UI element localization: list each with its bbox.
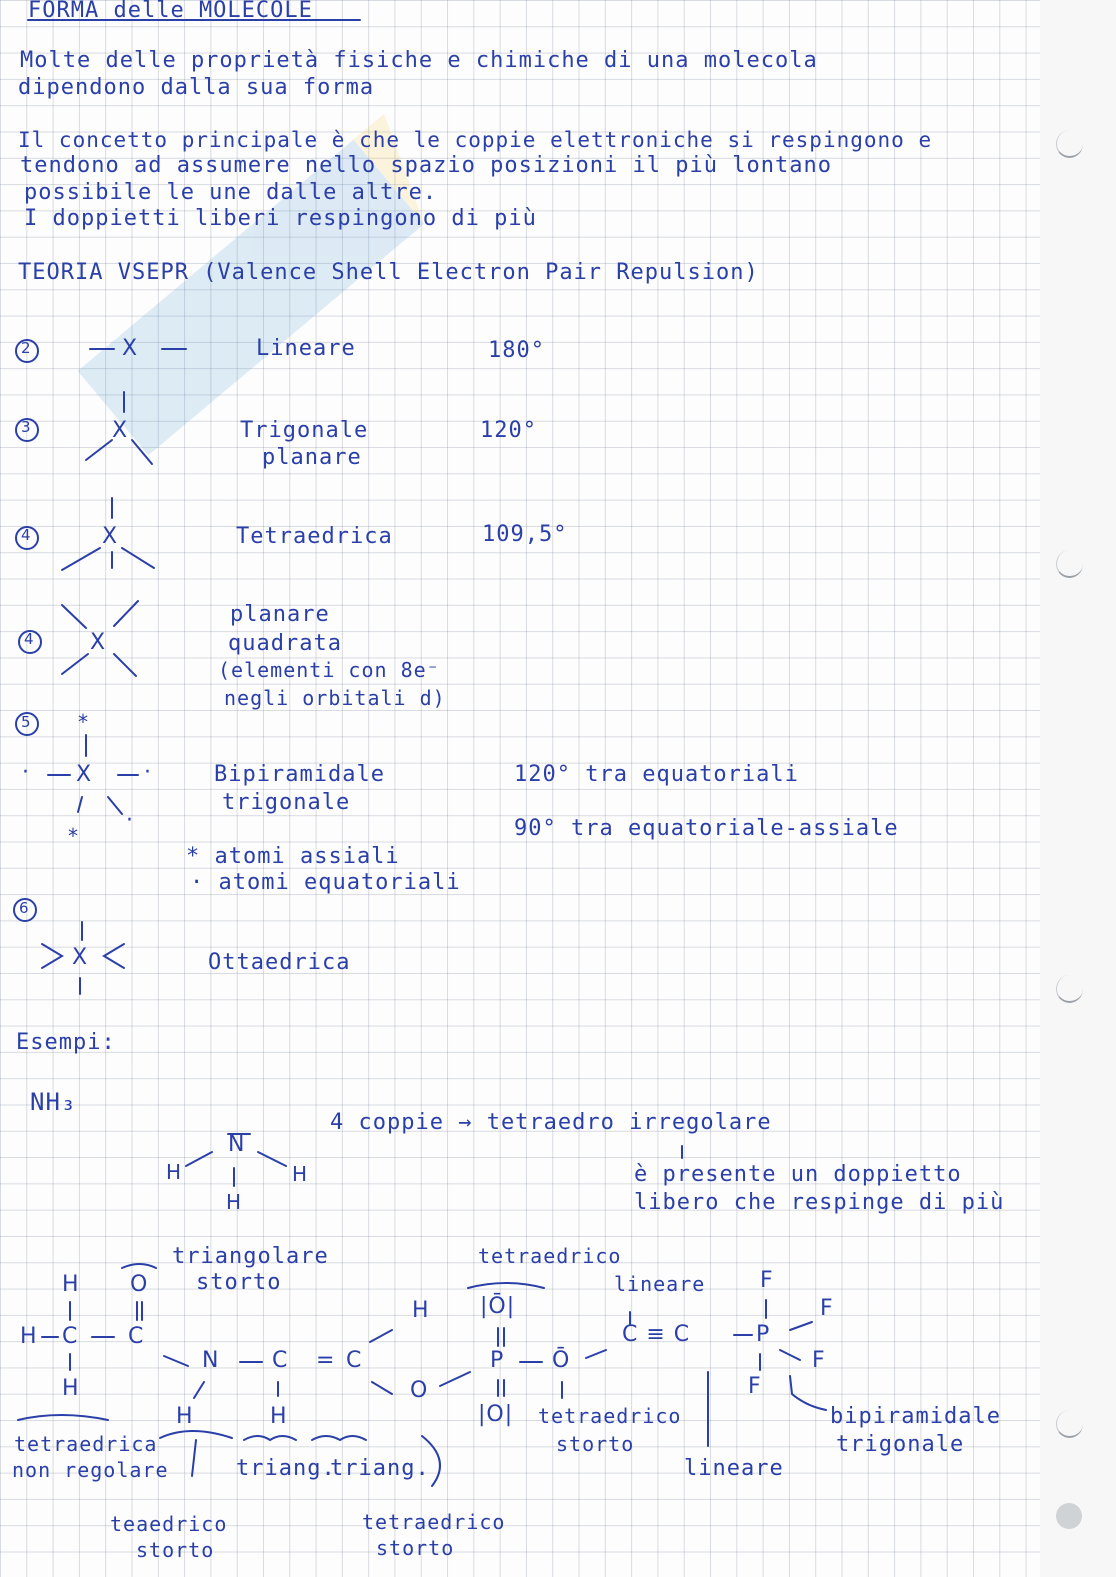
mol-f-bottom: F	[748, 1374, 762, 1399]
geometry-5-name-2: trigonale	[222, 790, 351, 815]
nh3-formula: NH₃	[30, 1088, 77, 1116]
mol-c-vinyl-1: C	[272, 1348, 289, 1373]
label-triang-2: triang.	[330, 1456, 430, 1481]
binder-hole-5	[1056, 1503, 1082, 1529]
geometry-6-number: 6	[19, 899, 30, 917]
nh3-n-atom: N	[228, 1132, 246, 1157]
geometry-2-name: Lineare	[256, 336, 356, 361]
mol-o-carbonyl: O	[130, 1272, 149, 1297]
equatorial-marker-bottom: ·	[126, 808, 134, 833]
vsepr-theory: TEORIA VSEPR (Valence Shell Electron Pair Repulsion)	[18, 260, 759, 285]
geometry-4sq-name: planare	[230, 602, 330, 627]
axial-marker-top: *	[78, 710, 89, 734]
intro-line-1: Molte delle proprietà fisiche e chimiche di una molecola	[20, 48, 818, 73]
geometry-3-atom: X	[112, 418, 129, 443]
mol-h-bottom: H	[62, 1376, 80, 1401]
geometry-4-name: Tetraedrica	[236, 524, 393, 549]
label-triangolare-storto: storto	[196, 1270, 282, 1295]
equatorial-marker-left: ·	[22, 760, 30, 785]
geometry-3-number: 3	[21, 418, 32, 436]
mol-f-right-1: F	[820, 1296, 834, 1321]
mol-c-carbonyl: C	[128, 1324, 145, 1349]
mol-c-triple: C ≡ C	[622, 1322, 691, 1347]
geometry-5-name: Bipiramidale	[214, 762, 385, 787]
axial-marker-bottom: *	[68, 824, 79, 848]
page-title: FORMA delle MOLECOLE	[28, 0, 313, 23]
label-triangolare: triangolare	[172, 1244, 329, 1269]
intro-line-2: dipendono dalla sua forma	[18, 75, 375, 100]
mol-o-bridge: Ō	[552, 1348, 571, 1373]
geometry-5-angle-1: 120° tra equatoriali	[514, 762, 799, 787]
binder-hole-3	[1056, 975, 1083, 1003]
geometry-6-name: Ottaedrica	[208, 950, 351, 975]
equatorial-marker-right: ·	[144, 760, 152, 785]
nh3-note-2: libero che respinge di più	[634, 1190, 1005, 1215]
nh3-h-right: H	[292, 1162, 309, 1186]
label-bipiramidale: bipiramidale	[830, 1404, 1001, 1429]
binder-hole-4	[1056, 1410, 1083, 1438]
label-tetraedrico-top: tetraedrico	[478, 1244, 622, 1268]
geometry-5-angle-2: 90° tra equatoriale-assiale	[514, 816, 899, 841]
geometry-2-angle: 180°	[488, 338, 545, 363]
geometry-2-number: 2	[21, 339, 32, 357]
label-tetraedrica: tetraedrica	[14, 1432, 158, 1456]
label-teaedrico: teaedrico	[110, 1512, 228, 1536]
mol-n-amide: N	[202, 1348, 220, 1373]
page-margin	[1040, 0, 1116, 1577]
concept-line-4: I doppietti liberi respingono di più	[24, 206, 537, 231]
concept-line-2: tendono ad assumere nello spazio posizioni il più lontano	[20, 153, 832, 178]
label-bipiramidale-trigonale: trigonale	[836, 1432, 965, 1457]
label-non-regolare: non regolare	[12, 1458, 169, 1482]
binder-hole-1	[1056, 130, 1083, 158]
label-tetraedrico-bottom-storto: storto	[376, 1536, 455, 1560]
mol-p-center: P	[490, 1348, 505, 1373]
mol-double-bond: =	[316, 1348, 336, 1373]
label-lineare-bottom: lineare	[684, 1456, 784, 1481]
concept-line-1: Il concetto principale è che le coppie elettroniche si respingono e	[18, 128, 933, 152]
mol-h-top: H	[62, 1272, 80, 1297]
geometry-5-atom: X	[76, 762, 93, 787]
nh3-description: 4 coppie → tetraedro irregolare	[330, 1110, 772, 1135]
mol-p-fluorinated: P	[756, 1322, 771, 1347]
geometry-4sq-atom: X	[90, 630, 107, 655]
geometry-4sq-note-1: (elementi con 8e⁻	[218, 658, 440, 682]
geometry-4-number: 4	[21, 526, 32, 544]
geometry-4sq-number: 4	[24, 630, 35, 648]
label-lineare-top: lineare	[614, 1272, 706, 1296]
mol-o-phosphoryl: |Ō|	[480, 1294, 516, 1319]
legend-axial: * atomi assiali	[186, 844, 400, 869]
geometry-6-atom: X	[72, 945, 89, 970]
mol-f-top: F	[760, 1268, 774, 1293]
binder-hole-2	[1056, 550, 1083, 578]
label-tetraedrico-mid: tetraedrico	[538, 1404, 682, 1428]
mol-h-left: H	[20, 1324, 38, 1349]
label-triang-1: triang.	[236, 1456, 336, 1481]
geometry-4sq-note-2: negli orbitali d)	[224, 686, 446, 710]
legend-equatorial: · atomi equatoriali	[190, 870, 461, 895]
geometry-3-name: Trigonale	[240, 418, 369, 443]
geometry-4-angle: 109,5°	[482, 522, 568, 547]
examples-title: Esempi:	[16, 1030, 116, 1055]
mol-h-c1: H	[270, 1404, 288, 1429]
mol-o-bottom: |O|	[478, 1402, 514, 1427]
geometry-5-number: 5	[21, 713, 32, 731]
nh3-h-bottom: H	[226, 1190, 243, 1214]
mol-o-ester: O	[410, 1378, 429, 1403]
nh3-note-1: è presente un doppietto	[634, 1162, 962, 1187]
geometry-4sq-name-2: quadrata	[228, 631, 342, 656]
mol-c-vinyl-2: C	[346, 1348, 363, 1373]
geometry-3-angle: 120°	[480, 418, 537, 443]
concept-line-3: possibile le une dalle altre.	[24, 180, 438, 205]
mol-c-methyl: C	[62, 1324, 79, 1349]
nh3-h-left: H	[166, 1160, 183, 1184]
mol-f-right-2: F	[812, 1348, 826, 1373]
mol-h-c2: H	[412, 1298, 430, 1323]
geometry-3-name-2: planare	[262, 445, 362, 470]
geometry-4-atom: X	[102, 524, 119, 549]
label-tetraedrico-bottom: tetraedrico	[362, 1510, 506, 1534]
geometry-2-atom: X	[122, 336, 139, 361]
label-tetraedrico-mid-storto: storto	[556, 1432, 635, 1456]
label-teaedrico-storto: storto	[136, 1538, 215, 1562]
mol-h-n: H	[176, 1404, 194, 1429]
